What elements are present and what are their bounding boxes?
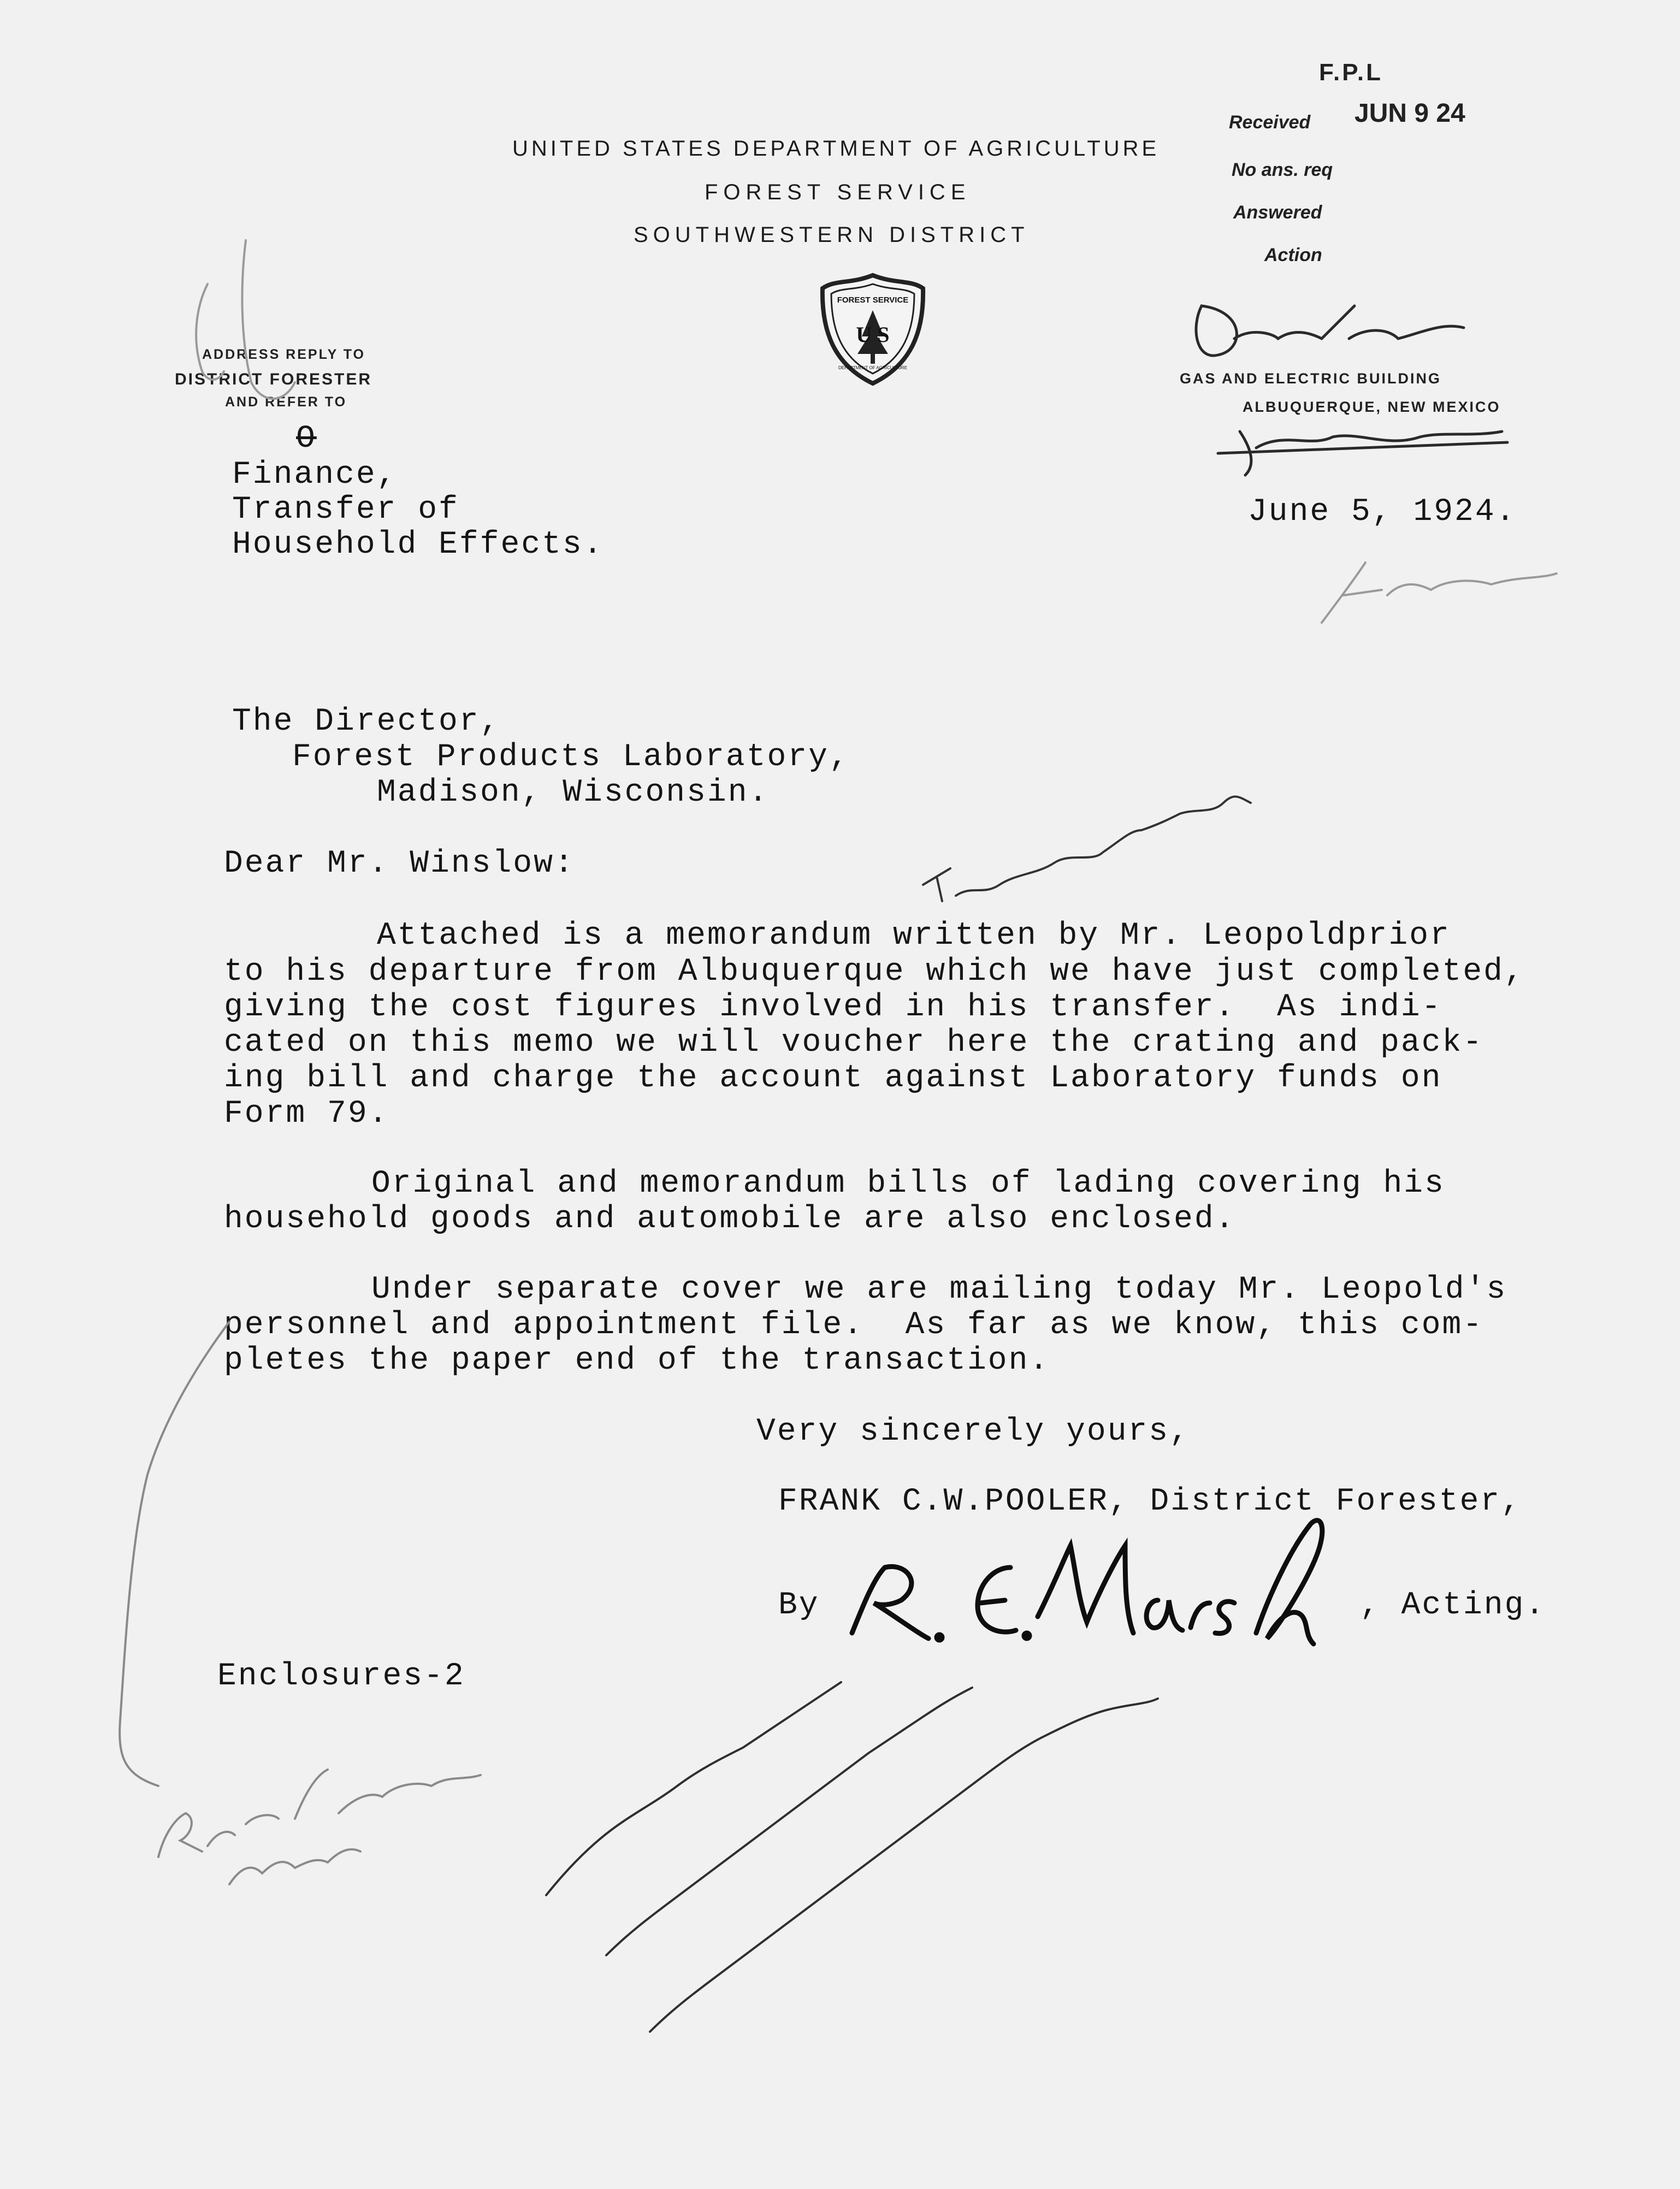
pencil-bracket (120, 1322, 229, 1786)
body-p1-line-5: ing bill and charge the account against Laboratory funds on (224, 1061, 1442, 1096)
enclosures: Enclosures-2 (217, 1659, 465, 1694)
body-p1-line-3: giving the cost figures involved in his transfer. As indi- (224, 990, 1442, 1025)
body-p3-line-2: personnel and appointment file. As far as we know, this com- (224, 1308, 1484, 1343)
reference-line-2: Transfer of (232, 492, 459, 528)
handwriting-salary-note (546, 1682, 1158, 2032)
recipient-line-1: The Director, (232, 704, 501, 739)
address-line-1: ADDRESS REPLY TO (202, 347, 366, 362)
reference-line-1: Finance, (232, 457, 398, 493)
shield-text-bottom: DEPARTMENT OF AGRICULTURE (838, 365, 908, 370)
acting-label: , Acting. (1360, 1588, 1546, 1623)
body-p2-line-1: Original and memorandum bills of lading covering his (371, 1166, 1445, 1202)
reference-line-3: Household Effects. (232, 527, 604, 563)
body-p1-line-2: to his departure from Albuquerque which we have just completed, (224, 954, 1525, 990)
stamp-date: JUN 9 24 (1354, 99, 1465, 128)
body-p2-line-2: household goods and automobile are also enclosed. (224, 1202, 1236, 1237)
building-line-1: GAS AND ELECTRIC BUILDING (1180, 370, 1441, 387)
stamp-action: Action (1264, 245, 1322, 265)
stamp-answered: Answered (1233, 202, 1322, 223)
body-p3-line-1: Under separate cover we are mailing today Mr. Leopold's (371, 1272, 1507, 1308)
letterhead-service: FOREST SERVICE (705, 180, 971, 204)
address-line-2: DISTRICT FORESTER (175, 370, 372, 388)
recipient-line-2: Forest Products Laboratory, (292, 739, 850, 775)
body-p1-line-4: cated on this memo we will voucher here the crating and pack- (224, 1025, 1484, 1061)
stamp-header: F.P.L (1319, 59, 1383, 86)
signatory: FRANK C.W.POOLER, District Forester, (778, 1484, 1522, 1519)
body-p3-line-3: pletes the paper end of the transaction. (224, 1343, 1050, 1379)
shield-text-center: U S (856, 322, 890, 347)
by-label: By (778, 1588, 820, 1623)
handwriting-struck (1218, 431, 1507, 475)
address-line-3: AND REFER TO (225, 394, 347, 410)
signature-marsh (852, 1521, 1322, 1644)
handwriting-taken-by (923, 796, 1251, 901)
recipient-line-3: Madison, Wisconsin. (377, 775, 770, 810)
closing: Very sincerely yours, (756, 1414, 1190, 1450)
body-p1-line-6: Form 79. (224, 1096, 389, 1132)
building-line-2: ALBUQUERQUE, NEW MEXICO (1243, 399, 1501, 415)
stamp-received-label: Received (1229, 112, 1311, 133)
pencil-initials (196, 240, 295, 399)
stamp-no-ans: No ans. req (1232, 159, 1333, 180)
letterhead-department: UNITED STATES DEPARTMENT OF AGRICULTURE (512, 137, 1160, 161)
pencil-recd-filed (158, 1770, 481, 1884)
body-p1-line-1: Attached is a memorandum written by Mr. Leopoldprior (377, 918, 1451, 954)
shield-text-top: FOREST SERVICE (837, 295, 909, 305)
letter-date: June 5, 1924. (1248, 494, 1517, 530)
reference-code: O (296, 421, 317, 457)
handwriting-director (1196, 306, 1464, 356)
salutation: Dear Mr. Winslow: (224, 846, 575, 881)
letterhead-district: SOUTHWESTERN DISTRICT (634, 223, 1030, 247)
pencil-files (1322, 563, 1557, 623)
